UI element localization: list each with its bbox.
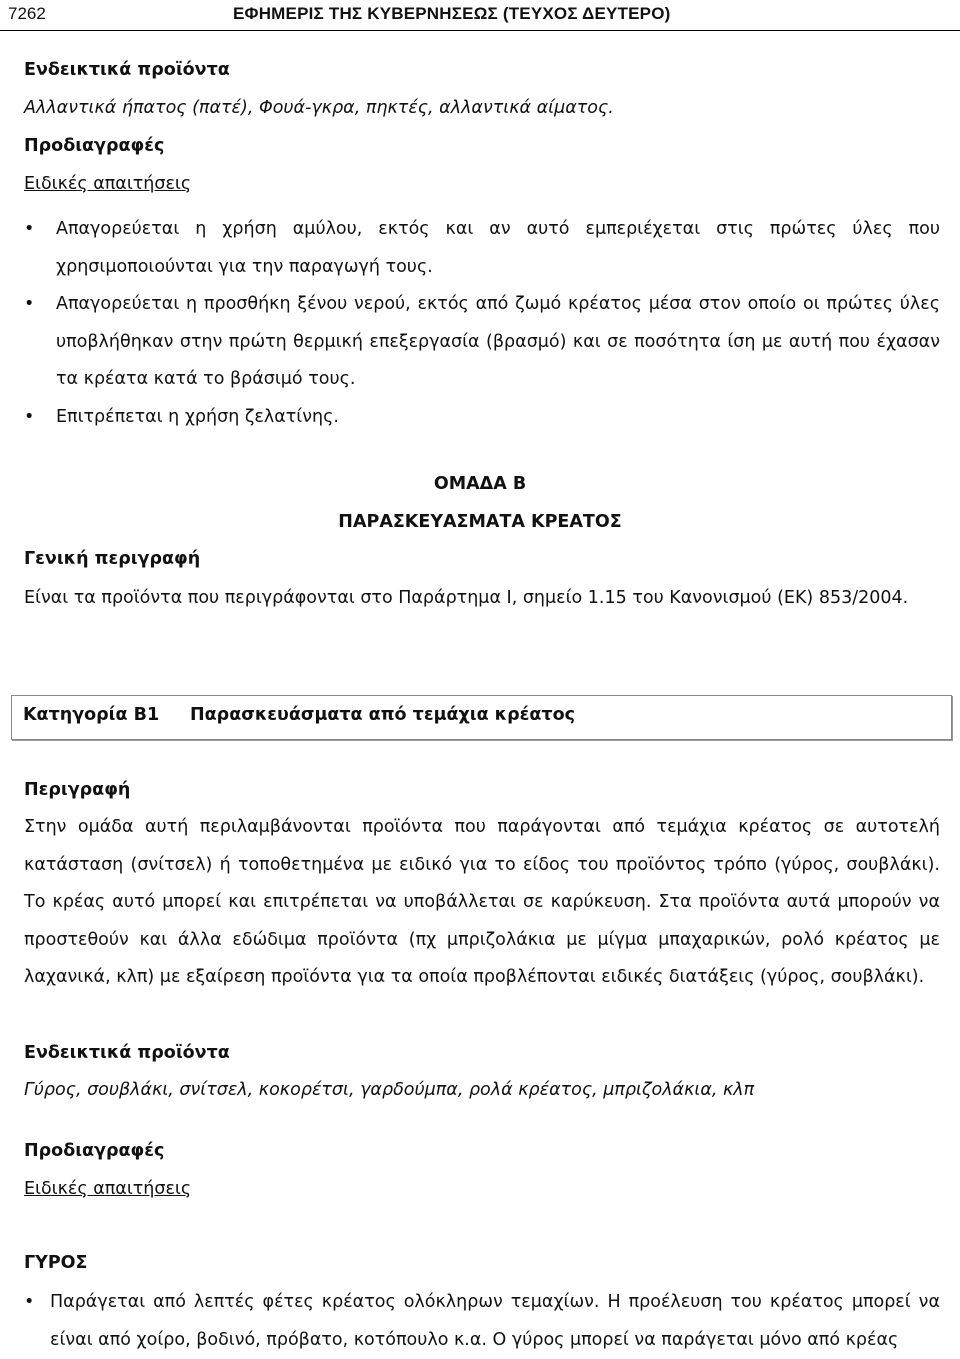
gazette-title: ΕΦΗΜΕΡΙΣ ΤΗΣ ΚΥΒΕΡΝΗΣΕΩΣ (ΤΕΥΧΟΣ ΔΕΥΤΕΡΟ) — [233, 4, 671, 23]
bullet-text: Παράγεται από λεπτές φέτες κρέατος ολόκληρων τεμαχίων. Η προέλευση του κρέατος μπορεί να είναι από χοίρο, βοδινό, πρόβατο, κοτόπουλο κ.α. Ο γύρος μπορεί να παράγεται μόνο από κρέας — [50, 1292, 940, 1350]
list-item — [24, 1284, 940, 1354]
indicative-products-heading-2: Ενδεικτικά προϊόντα — [24, 1043, 230, 1063]
indicative-products-list: Αλλαντικά ήπατος (πατέ), Φουά-γκρα, πηκτές, αλλαντικά αίματος. — [24, 98, 614, 118]
special-requirements-label: Ειδικές απαιτήσεις — [24, 174, 192, 194]
category-box — [11, 695, 952, 740]
category-title: Παρασκευάσματα από τεμάχια κρέατος — [190, 705, 575, 725]
list-item — [24, 399, 940, 436]
general-description-text: Είναι τα προϊόντα που περιγράφονται στο Παράρτημα Ι, σημείο 1.15 του Κανονισμού (ΕΚ) 853/2004. — [24, 588, 909, 608]
group-subtitle: ΠΑΡΑΣΚΕΥΑΣΜΑΤΑ ΚΡΕΑΤΟΣ — [338, 512, 622, 532]
specifications-heading: Προδιαγραφές — [24, 136, 165, 156]
indicative-products-list-2: Γύρος, σουβλάκι, σνίτσελ, κοκορέτσι, γαρδούμπα, ρολά κρέατος, μπριζολάκια, κλπ — [24, 1080, 755, 1100]
special-requirements-label-2: Ειδικές απαιτήσεις — [24, 1179, 192, 1199]
list-item — [24, 211, 940, 286]
bullet-text: Επιτρέπεται η χρήση ζελατίνης. — [56, 407, 339, 427]
description-heading: Περιγραφή — [24, 780, 131, 800]
specifications-heading-2: Προδιαγραφές — [24, 1141, 165, 1161]
page-header — [0, 0, 960, 31]
list-item — [24, 286, 940, 400]
indicative-products-heading: Ενδεικτικά προϊόντα — [24, 60, 230, 80]
description-text: Στην ομάδα αυτή περιλαμβάνονται προϊόντα που παράγονται από τεμάχια κρέατος σε αυτοτελή κατάσταση (σνίτσελ) ή τοποθετημένα με ειδικό για το είδος του προϊόντος τρόπο (γύρος, σουβλάκι). Το κρέας αυτό μπορεί και επιτρέπεται να υποβάλλεται σε καρύκευση. Στα προϊόντα αυτά μπορούν να προστεθούν και άλλα εδώδιμα προϊόντα (πχ μπριζολάκια με μίγμα μπαχαρικών, ρολό κρέατος με λαχανικά, κλπ) με εξαίρεση προϊόντα για τα οποία προβλέπονται ειδικές διατάξεις (γύρος, σουβλάκι). — [24, 817, 940, 987]
bullet-dot-icon: • — [24, 219, 35, 239]
bullet-dot-icon: • — [24, 294, 35, 314]
category-code: Κατηγορία Β1 — [23, 705, 160, 725]
page-number: 7262 — [8, 4, 46, 23]
group-title: ΟΜΑΔΑ Β — [433, 474, 527, 494]
bullet-dot-icon: • — [24, 407, 35, 427]
bullet-text: Απαγορεύεται η χρήση αμύλου, εκτός και αν αυτό εμπεριέχεται στις πρώτες ύλες που χρησιμοποιούνται για την παραγωγή τους. — [56, 219, 940, 277]
gyros-heading: ΓΥΡΟΣ — [24, 1253, 88, 1273]
general-description-heading: Γενική περιγραφή — [24, 549, 201, 569]
bullet-text: Απαγορεύεται η προσθήκη ξένου νερού, εκτός από ζωμό κρέατος μέσα στον οποίο οι πρώτες ύλες υποβλήθηκαν στην πρώτη θερμική επεξεργασία (βρασμό) και σε ποσότητα ίση με αυτή που έχασαν τα κρέατα κατά το βράσιμό τους. — [56, 294, 940, 389]
bullet-dot-icon: • — [24, 1292, 35, 1312]
